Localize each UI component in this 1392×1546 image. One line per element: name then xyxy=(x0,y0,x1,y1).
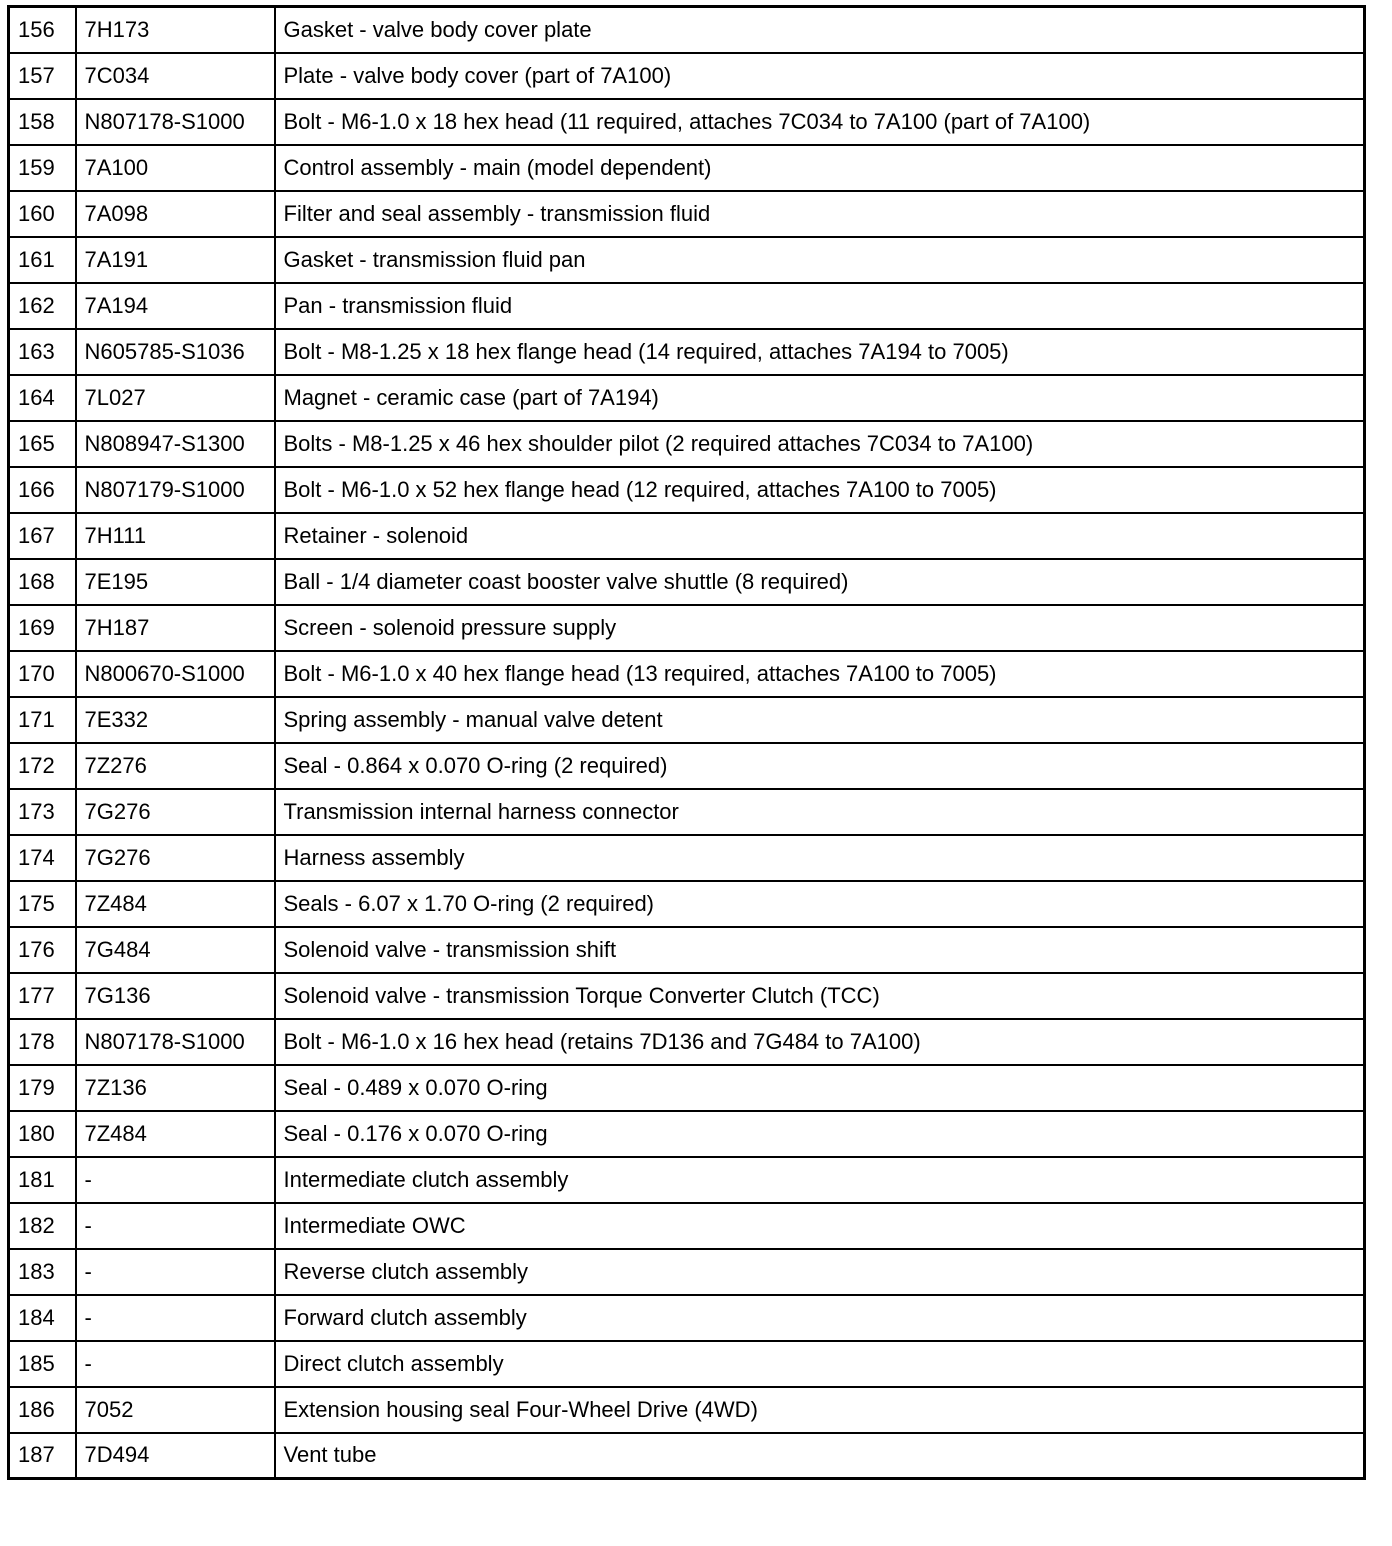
table-row xyxy=(9,1433,1365,1479)
table-row xyxy=(9,697,1365,743)
table-row xyxy=(9,1249,1365,1295)
table-row xyxy=(9,1111,1365,1157)
item-number-cell: 159 xyxy=(9,145,76,191)
description-cell: Transmission internal harness connector xyxy=(275,789,1365,835)
part-number-cell: N807178-S1000 xyxy=(76,1019,275,1065)
item-number-cell: 156 xyxy=(9,7,76,53)
table-row xyxy=(9,651,1365,697)
part-number-cell: 7Z484 xyxy=(76,881,275,927)
table-row xyxy=(9,743,1365,789)
item-number-cell: 169 xyxy=(9,605,76,651)
item-number-cell: 177 xyxy=(9,973,76,1019)
description-cell: Forward clutch assembly xyxy=(275,1295,1365,1341)
item-number-cell: 186 xyxy=(9,1387,76,1433)
part-number-cell: - xyxy=(76,1157,275,1203)
part-number-cell: 7A098 xyxy=(76,191,275,237)
table-row xyxy=(9,375,1365,421)
table-row xyxy=(9,421,1365,467)
table-row xyxy=(9,605,1365,651)
table-row xyxy=(9,237,1365,283)
part-number-cell: 7A191 xyxy=(76,237,275,283)
parts-table-body xyxy=(9,7,1365,1479)
part-number-cell: 7H187 xyxy=(76,605,275,651)
description-cell: Direct clutch assembly xyxy=(275,1341,1365,1387)
part-number-cell: 7Z484 xyxy=(76,1111,275,1157)
part-number-cell: 7E195 xyxy=(76,559,275,605)
description-cell: Spring assembly - manual valve detent xyxy=(275,697,1365,743)
item-number-cell: 161 xyxy=(9,237,76,283)
table-row xyxy=(9,881,1365,927)
part-number-cell: 7C034 xyxy=(76,53,275,99)
description-cell: Vent tube xyxy=(275,1433,1365,1479)
item-number-cell: 182 xyxy=(9,1203,76,1249)
description-cell: Screen - solenoid pressure supply xyxy=(275,605,1365,651)
description-cell: Bolt - M6-1.0 x 18 hex head (11 required, attaches 7C034 to 7A100 (part of 7A100) xyxy=(275,99,1365,145)
item-number-cell: 176 xyxy=(9,927,76,973)
item-number-cell: 164 xyxy=(9,375,76,421)
item-number-cell: 174 xyxy=(9,835,76,881)
part-number-cell: 7G276 xyxy=(76,835,275,881)
description-cell: Bolt - M6-1.0 x 16 hex head (retains 7D136 and 7G484 to 7A100) xyxy=(275,1019,1365,1065)
table-row xyxy=(9,7,1365,53)
table-row xyxy=(9,99,1365,145)
table-row xyxy=(9,927,1365,973)
description-cell: Bolt - M8-1.25 x 18 hex flange head (14 required, attaches 7A194 to 7005) xyxy=(275,329,1365,375)
description-cell: Intermediate OWC xyxy=(275,1203,1365,1249)
item-number-cell: 162 xyxy=(9,283,76,329)
description-cell: Ball - 1/4 diameter coast booster valve shuttle (8 required) xyxy=(275,559,1365,605)
item-number-cell: 163 xyxy=(9,329,76,375)
part-number-cell: 7A100 xyxy=(76,145,275,191)
description-cell: Seal - 0.864 x 0.070 O-ring (2 required) xyxy=(275,743,1365,789)
item-number-cell: 181 xyxy=(9,1157,76,1203)
description-cell: Seal - 0.176 x 0.070 O-ring xyxy=(275,1111,1365,1157)
item-number-cell: 187 xyxy=(9,1433,76,1479)
part-number-cell: 7G136 xyxy=(76,973,275,1019)
table-row xyxy=(9,1157,1365,1203)
part-number-cell: N807179-S1000 xyxy=(76,467,275,513)
table-row xyxy=(9,559,1365,605)
item-number-cell: 167 xyxy=(9,513,76,559)
item-number-cell: 183 xyxy=(9,1249,76,1295)
description-cell: Pan - transmission fluid xyxy=(275,283,1365,329)
item-number-cell: 168 xyxy=(9,559,76,605)
part-number-cell: - xyxy=(76,1341,275,1387)
table-row xyxy=(9,1019,1365,1065)
table-row xyxy=(9,513,1365,559)
table-row xyxy=(9,835,1365,881)
item-number-cell: 178 xyxy=(9,1019,76,1065)
item-number-cell: 165 xyxy=(9,421,76,467)
item-number-cell: 185 xyxy=(9,1341,76,1387)
part-number-cell: 7Z136 xyxy=(76,1065,275,1111)
table-row xyxy=(9,1203,1365,1249)
description-cell: Seals - 6.07 x 1.70 O-ring (2 required) xyxy=(275,881,1365,927)
item-number-cell: 157 xyxy=(9,53,76,99)
item-number-cell: 166 xyxy=(9,467,76,513)
item-number-cell: 158 xyxy=(9,99,76,145)
part-number-cell: 7L027 xyxy=(76,375,275,421)
part-number-cell: 7A194 xyxy=(76,283,275,329)
table-row xyxy=(9,467,1365,513)
table-row xyxy=(9,1295,1365,1341)
description-cell: Reverse clutch assembly xyxy=(275,1249,1365,1295)
part-number-cell: 7G276 xyxy=(76,789,275,835)
table-row xyxy=(9,145,1365,191)
item-number-cell: 184 xyxy=(9,1295,76,1341)
part-number-cell: N807178-S1000 xyxy=(76,99,275,145)
part-number-cell: N800670-S1000 xyxy=(76,651,275,697)
description-cell: Gasket - valve body cover plate xyxy=(275,7,1365,53)
part-number-cell: - xyxy=(76,1249,275,1295)
description-cell: Control assembly - main (model dependent) xyxy=(275,145,1365,191)
description-cell: Solenoid valve - transmission shift xyxy=(275,927,1365,973)
description-cell: Seal - 0.489 x 0.070 O-ring xyxy=(275,1065,1365,1111)
item-number-cell: 173 xyxy=(9,789,76,835)
parts-table xyxy=(7,5,1366,1480)
table-row xyxy=(9,53,1365,99)
description-cell: Magnet - ceramic case (part of 7A194) xyxy=(275,375,1365,421)
table-row xyxy=(9,191,1365,237)
item-number-cell: 175 xyxy=(9,881,76,927)
item-number-cell: 172 xyxy=(9,743,76,789)
part-number-cell: - xyxy=(76,1203,275,1249)
description-cell: Harness assembly xyxy=(275,835,1365,881)
part-number-cell: 7Z276 xyxy=(76,743,275,789)
table-row xyxy=(9,1065,1365,1111)
part-number-cell: 7052 xyxy=(76,1387,275,1433)
table-row xyxy=(9,1387,1365,1433)
item-number-cell: 171 xyxy=(9,697,76,743)
part-number-cell: N605785-S1036 xyxy=(76,329,275,375)
part-number-cell: 7D494 xyxy=(76,1433,275,1479)
description-cell: Intermediate clutch assembly xyxy=(275,1157,1365,1203)
part-number-cell: 7G484 xyxy=(76,927,275,973)
description-cell: Bolt - M6-1.0 x 52 hex flange head (12 required, attaches 7A100 to 7005) xyxy=(275,467,1365,513)
table-row xyxy=(9,283,1365,329)
description-cell: Bolts - M8-1.25 x 46 hex shoulder pilot (2 required attaches 7C034 to 7A100) xyxy=(275,421,1365,467)
description-cell: Filter and seal assembly - transmission fluid xyxy=(275,191,1365,237)
table-row xyxy=(9,973,1365,1019)
table-row xyxy=(9,329,1365,375)
table-row xyxy=(9,789,1365,835)
item-number-cell: 179 xyxy=(9,1065,76,1111)
description-cell: Plate - valve body cover (part of 7A100) xyxy=(275,53,1365,99)
part-number-cell: N808947-S1300 xyxy=(76,421,275,467)
description-cell: Extension housing seal Four-Wheel Drive (4WD) xyxy=(275,1387,1365,1433)
item-number-cell: 170 xyxy=(9,651,76,697)
item-number-cell: 160 xyxy=(9,191,76,237)
part-number-cell: 7H173 xyxy=(76,7,275,53)
table-row xyxy=(9,1341,1365,1387)
part-number-cell: - xyxy=(76,1295,275,1341)
description-cell: Bolt - M6-1.0 x 40 hex flange head (13 required, attaches 7A100 to 7005) xyxy=(275,651,1365,697)
description-cell: Retainer - solenoid xyxy=(275,513,1365,559)
part-number-cell: 7H111 xyxy=(76,513,275,559)
description-cell: Gasket - transmission fluid pan xyxy=(275,237,1365,283)
description-cell: Solenoid valve - transmission Torque Converter Clutch (TCC) xyxy=(275,973,1365,1019)
part-number-cell: 7E332 xyxy=(76,697,275,743)
item-number-cell: 180 xyxy=(9,1111,76,1157)
